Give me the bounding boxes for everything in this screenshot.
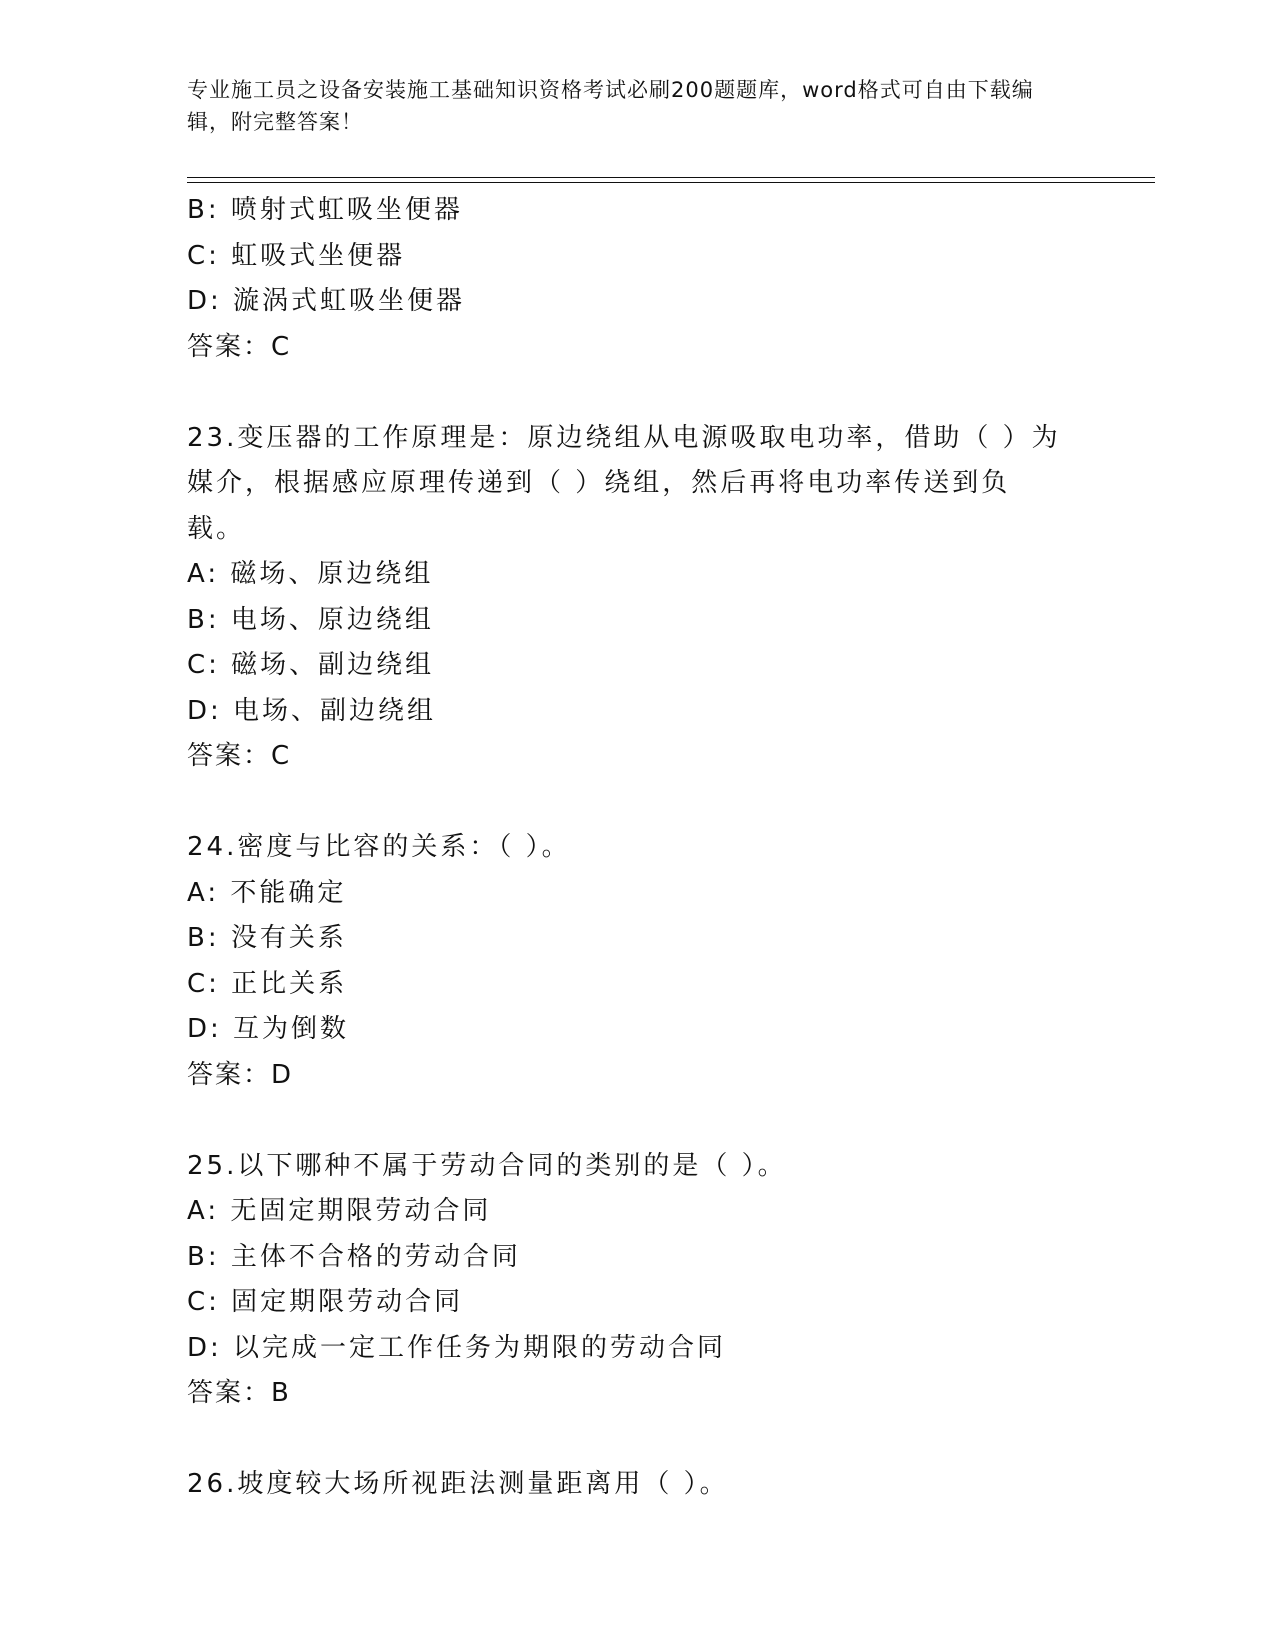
answer-label: 答案： (187, 1059, 272, 1090)
option-a: A: 不能确定 (187, 877, 347, 908)
option-a: A: 磁场、原边绕组 (187, 559, 434, 589)
question-25 (187, 1144, 1147, 1417)
question-22 (187, 188, 1147, 370)
answer-line (187, 325, 1147, 371)
answer-line (187, 1053, 1147, 1099)
option-d: D: 电场、副边绕组 (187, 695, 437, 726)
answer-line (187, 734, 1147, 780)
answer-line (187, 1371, 1147, 1417)
answer-value: C (271, 741, 291, 771)
answer-label: 答案： (187, 331, 272, 362)
option-d: D: 以完成一定工作任务为期限的劳动合同 (187, 1332, 727, 1363)
answer-value: C (271, 331, 291, 362)
header-divider-top (187, 177, 1155, 178)
answer-label: 答案： (187, 1378, 272, 1408)
answer-value: D (271, 1059, 293, 1090)
answer-value: B (271, 1378, 290, 1408)
question-text: 23.变压器的工作原理是：原边绕组从电源吸取电功率，借助（ ）为媒介，根据感应原理传递到（ ）绕组，然后再将电功率传送到负载。 (187, 422, 1061, 544)
question-text: 25.以下哪种不属于劳动合同的类别的是（ ）。 (187, 1150, 787, 1181)
option-b: B: 电场、原边绕组 (187, 604, 434, 635)
question-24 (187, 825, 1147, 1098)
option-d: D: 互为倒数 (187, 1014, 350, 1044)
option-a: A: 无固定期限劳动合同 (187, 1196, 492, 1226)
answer-label: 答案： (187, 741, 272, 771)
option-b: B: 喷射式虹吸坐便器 (187, 195, 463, 225)
header-divider-bottom (187, 182, 1155, 183)
document-header (187, 74, 1067, 138)
option-c: C: 固定期限劳动合同 (187, 1287, 464, 1317)
option-c: C: 磁场、副边绕组 (187, 650, 435, 680)
question-text: 24.密度与比容的关系：（ ）。 (187, 832, 571, 862)
question-list (187, 188, 1147, 1508)
option-c: C: 虹吸式坐便器 (187, 240, 406, 271)
question-text: 26.坡度较大场所视距法测量距离用（ ）。 (187, 1469, 729, 1499)
question-23 (187, 416, 1147, 780)
option-b: B: 没有关系 (187, 923, 347, 953)
question-26 (187, 1462, 1147, 1508)
header-title: 专业施工员之设备安装施工基础知识资格考试必刷200题题库，word格式可自由下载编辑，附完整答案！ (187, 78, 1034, 134)
option-c: C: 正比关系 (187, 968, 348, 999)
option-b: B: 主体不合格的劳动合同 (187, 1241, 521, 1272)
option-d: D: 漩涡式虹吸坐便器 (187, 286, 466, 316)
